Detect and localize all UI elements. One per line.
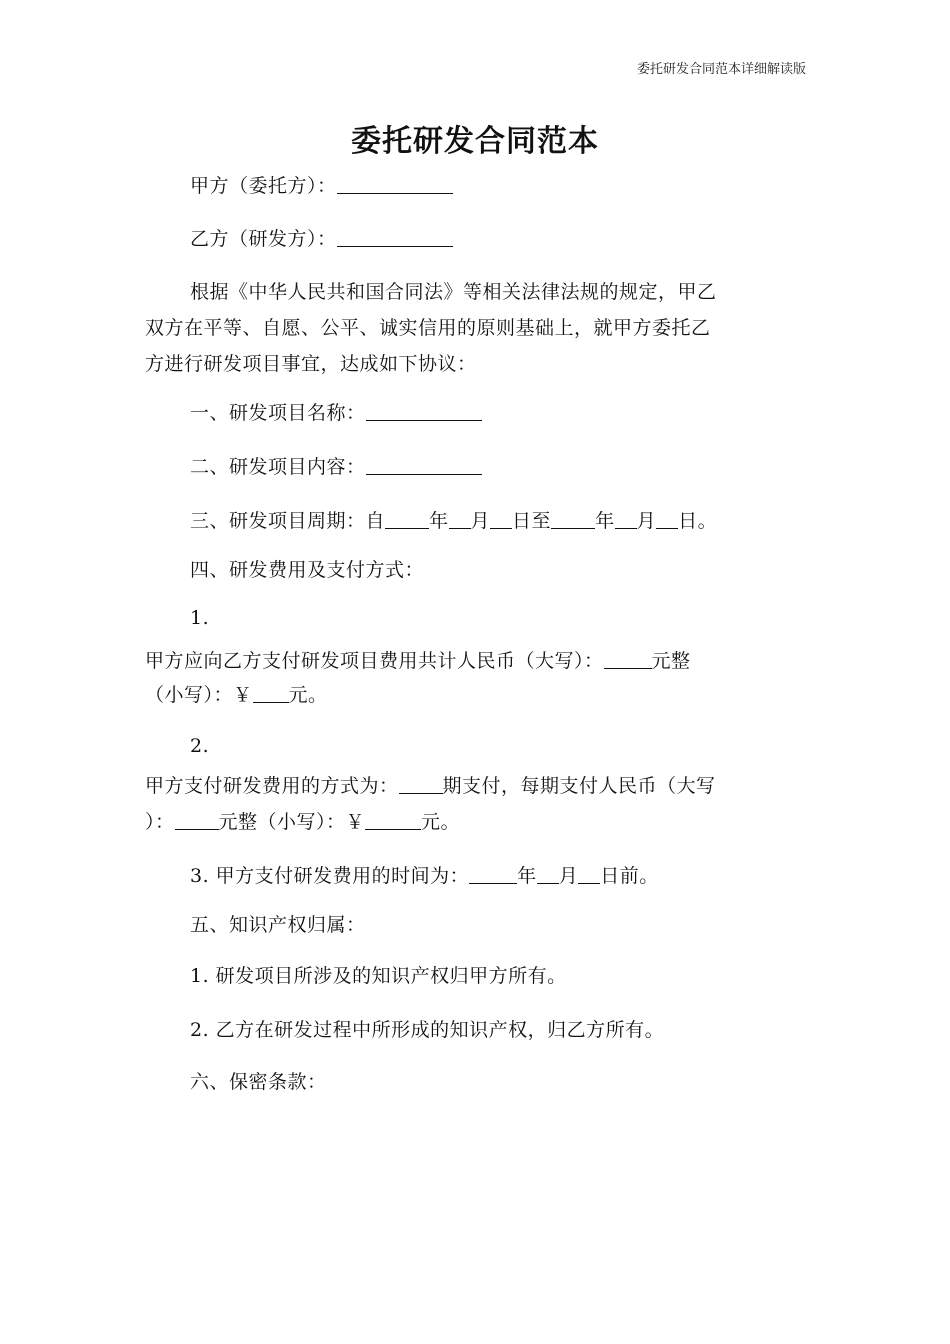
section-1-label: 一、研发项目名称：	[190, 402, 366, 424]
item-3	[190, 861, 659, 888]
section-3-prefix: 三、研发项目周期：自	[190, 510, 386, 532]
running-header: 委托研发合同范本详细解读版	[636, 62, 806, 77]
project-name-blank	[366, 402, 482, 421]
preamble-line-1: 根据《中华人民共和国合同法》等相关法律法规的规定，甲乙	[190, 281, 717, 303]
payment-year-blank	[469, 865, 517, 884]
section-2-label: 二、研发项目内容：	[190, 456, 366, 478]
month-label: 月	[558, 865, 579, 887]
section-5-heading: 五、知识产权归属：	[190, 914, 366, 936]
installment-uppercase-blank	[175, 811, 219, 830]
item-2-line-2-prefix: ）：	[145, 811, 175, 833]
preamble-line-2: 双方在平等、自愿、公平、诚实信用的原则基础上，就甲方委托乙	[145, 317, 711, 339]
item-1-text: 甲方应向乙方支付研发项目费用共计人民币（大写）：	[145, 650, 604, 672]
section-2	[190, 452, 482, 479]
end-year-blank	[551, 510, 595, 529]
item-1-line-1	[145, 646, 691, 673]
item-2-line-2	[145, 807, 460, 834]
total-fee-lowercase-blank	[253, 684, 289, 703]
section-5-item-2: 2. 乙方在研发过程中所形成的知识产权，归乙方所有。	[190, 1019, 665, 1041]
item-2-number: 2.	[190, 735, 210, 757]
day-to-label: 日至	[512, 510, 552, 532]
item-1-line-2-prefix: （小写）：￥	[145, 684, 253, 706]
payment-day-blank	[578, 865, 600, 884]
installment-lowercase-blank	[365, 811, 421, 830]
preamble-line-3: 方进行研发项目事宜，达成如下协议：	[145, 353, 477, 375]
item-1-line-2	[145, 680, 328, 707]
payment-month-blank	[537, 865, 559, 884]
item-1-line-2-suffix: 元。	[288, 684, 328, 706]
party-a-line	[190, 171, 453, 198]
month-label: 月	[636, 510, 657, 532]
party-a-label: 甲方（委托方）：	[190, 175, 337, 197]
item-2-line-2-mid: 元整（小写）：￥	[218, 811, 366, 833]
party-b-label: 乙方（研发方）：	[190, 228, 337, 250]
year-label: 年	[517, 865, 537, 887]
section-1	[190, 398, 482, 425]
document-title: 委托研发合同范本	[351, 124, 599, 159]
section-3	[190, 506, 717, 533]
total-fee-uppercase-blank	[604, 650, 652, 669]
month-label: 月	[470, 510, 491, 532]
party-a-blank	[337, 175, 453, 194]
year-label: 年	[429, 510, 449, 532]
end-day-blank	[656, 510, 678, 529]
party-b-line	[190, 224, 453, 251]
item-1-number: 1.	[190, 607, 210, 629]
start-day-blank	[490, 510, 512, 529]
end-month-blank	[615, 510, 637, 529]
item-2-line-2-suffix: 元。	[421, 811, 461, 833]
item-1-suffix: 元整	[651, 650, 691, 672]
start-month-blank	[449, 510, 471, 529]
day-end-label: 日。	[678, 510, 718, 532]
project-content-blank	[366, 456, 482, 475]
item-3-suffix: 日前。	[600, 865, 659, 887]
section-4-heading: 四、研发费用及支付方式：	[190, 559, 425, 581]
item-2-mid: 期支付，每期支付人民币（大写	[442, 775, 716, 797]
item-3-prefix: 3. 甲方支付研发费用的时间为：	[190, 865, 470, 887]
year-label: 年	[595, 510, 615, 532]
item-2-text: 甲方支付研发费用的方式为：	[145, 775, 399, 797]
party-b-blank	[337, 228, 453, 247]
start-year-blank	[385, 510, 429, 529]
item-2-line-1	[145, 771, 716, 798]
section-5-item-1: 1. 研发项目所涉及的知识产权归甲方所有。	[190, 965, 567, 987]
section-6-heading: 六、保密条款：	[190, 1071, 327, 1093]
installment-count-blank	[399, 775, 443, 794]
